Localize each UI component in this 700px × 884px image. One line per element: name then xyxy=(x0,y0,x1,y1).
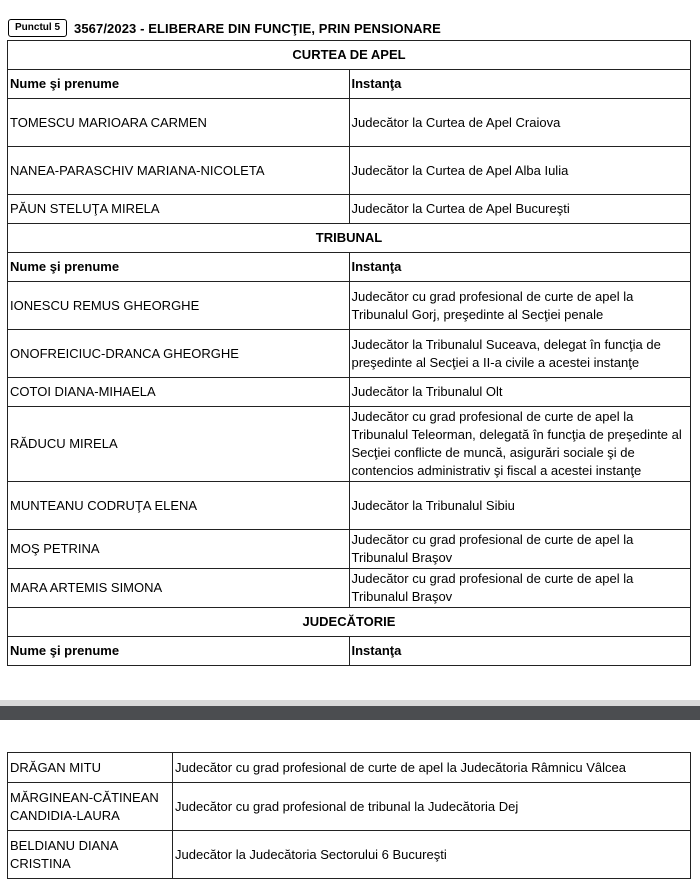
table-row xyxy=(8,407,691,482)
section-title-tribunal: TRIBUNAL xyxy=(8,224,691,253)
cell-name: DRĂGAN MITU xyxy=(8,753,173,783)
section-title-curtea: CURTEA DE APEL xyxy=(8,41,691,70)
section-title-judecatorie: JUDECĂTORIE xyxy=(8,608,691,637)
cell-court: Judecător la Tribunalul Olt xyxy=(349,378,691,407)
cell-court: Judecător la Curtea de Apel Craiova xyxy=(349,99,691,147)
table-row xyxy=(8,753,691,783)
col-header-court: Instanţa xyxy=(349,637,691,666)
item-badge: Punctul 5 xyxy=(8,19,67,37)
col-header-court: Instanţa xyxy=(349,70,691,99)
table-row xyxy=(8,99,691,147)
cell-name: MARA ARTEMIS SIMONA xyxy=(8,569,350,608)
cell-court: Judecător la Tribunalul Sibiu xyxy=(349,482,691,530)
item-title: 3567/2023 - ELIBERARE DIN FUNCŢIE, PRIN PENSIONARE xyxy=(74,20,441,36)
cell-court: Judecător cu grad profesional de curte de apel la Tribunalul Braşov xyxy=(349,530,691,569)
table-row xyxy=(8,482,691,530)
main-table xyxy=(7,40,691,666)
page-break-divider xyxy=(0,700,700,720)
section-row xyxy=(8,41,691,70)
cell-name: TOMESCU MARIOARA CARMEN xyxy=(8,99,350,147)
item-header xyxy=(8,18,441,38)
cell-name: COTOI DIANA-MIHAELA xyxy=(8,378,350,407)
cell-court: Judecător cu grad profesional de curte de apel la Tribunalul Braşov xyxy=(349,569,691,608)
table-row xyxy=(8,831,691,879)
table-row xyxy=(8,783,691,831)
section-row xyxy=(8,224,691,253)
table-row xyxy=(8,282,691,330)
cell-court: Judecător cu grad profesional de curte de apel la Tribunalul Gorj, preşedinte al Secţiei penale xyxy=(349,282,691,330)
cell-name: NANEA-PARASCHIV MARIANA-NICOLETA xyxy=(8,147,350,195)
cell-court: Judecător la Curtea de Apel Bucureşti xyxy=(349,195,691,224)
col-header-name: Nume şi prenume xyxy=(8,70,350,99)
cell-court: Judecător cu grad profesional de curte de apel la Tribunalul Teleorman, delegată în funcţia de preşedinte al Secţiei conflicte de muncă, asigurări sociale şi de contencios administrativ şi fiscal a acestei instanţe xyxy=(349,407,691,482)
col-header-name: Nume şi prenume xyxy=(8,253,350,282)
cell-name: RĂDUCU MIRELA xyxy=(8,407,350,482)
column-header-row xyxy=(8,637,691,666)
cell-court: Judecător cu grad profesional de tribunal la Judecătoria Dej xyxy=(173,783,691,831)
cell-name: MĂRGINEAN-CĂTINEAN CANDIDIA-LAURA xyxy=(8,783,173,831)
table-row xyxy=(8,195,691,224)
table-row xyxy=(8,330,691,378)
table-row xyxy=(8,530,691,569)
cell-name: BELDIANU DIANA CRISTINA xyxy=(8,831,173,879)
cell-court: Judecător la Judecătoria Sectorului 6 Bucureşti xyxy=(173,831,691,879)
section-row xyxy=(8,608,691,637)
column-header-row xyxy=(8,70,691,99)
cell-name: IONESCU REMUS GHEORGHE xyxy=(8,282,350,330)
cell-court: Judecător la Tribunalul Suceava, delegat în funcţia de preşedinte al Secţiei a II-a civile a acestei instanţe xyxy=(349,330,691,378)
table-row xyxy=(8,147,691,195)
cell-court: Judecător cu grad profesional de curte de apel la Judecătoria Râmnicu Vâlcea xyxy=(173,753,691,783)
table-row xyxy=(8,569,691,608)
cell-name: MUNTEANU CODRUŢA ELENA xyxy=(8,482,350,530)
table-row xyxy=(8,378,691,407)
cell-name: MOŞ PETRINA xyxy=(8,530,350,569)
cell-court: Judecător la Curtea de Apel Alba Iulia xyxy=(349,147,691,195)
cell-name: ONOFREICIUC-DRANCA GHEORGHE xyxy=(8,330,350,378)
col-header-court: Instanţa xyxy=(349,253,691,282)
col-header-name: Nume şi prenume xyxy=(8,637,350,666)
cell-name: PĂUN STELUŢA MIRELA xyxy=(8,195,350,224)
column-header-row xyxy=(8,253,691,282)
continued-table xyxy=(7,752,691,879)
